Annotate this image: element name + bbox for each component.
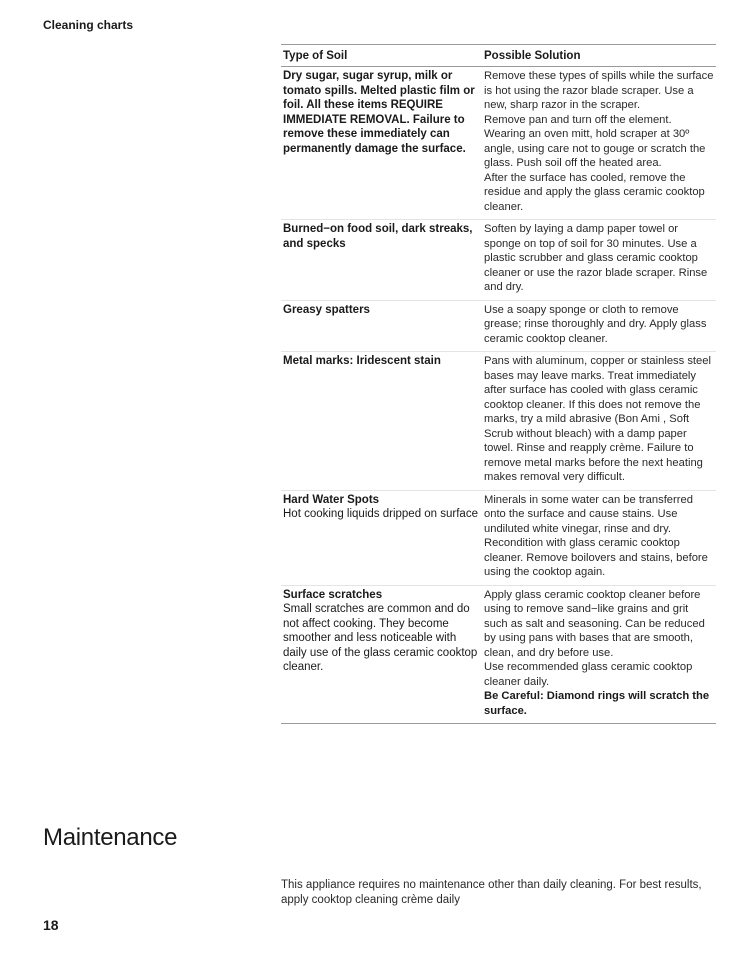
maintenance-heading: Maintenance [43, 824, 178, 851]
solution-paragraph: Remove pan and turn off the element. Wearing an oven mitt, hold scraper at 30º angle, using care not to gouge or scratch the glass. Push soil off the heated area. [484, 113, 706, 169]
soil-type-title: Metal marks: Iridescent stain [283, 355, 441, 367]
page-number: 18 [43, 917, 59, 933]
table-row [281, 301, 716, 353]
soil-type-title: Hard Water Spots [283, 493, 380, 506]
solution-paragraph: Use a soapy sponge or cloth to remove grease; rinse thoroughly and dry. Apply glass ceramic cooktop cleaner. [484, 303, 707, 345]
soil-cell [281, 493, 481, 580]
table-body [281, 67, 716, 723]
solution-paragraph: Remove these types of spills while the surface is hot using the razor blade scraper. Use a new, sharp razor in the scraper. [484, 70, 714, 111]
solution-cell [481, 588, 714, 719]
soil-type-title: Burned−on food soil, dark streaks, and specks [283, 223, 473, 250]
soil-type-title: Dry sugar, sugar syrup, milk or tomato spills. Melted plastic film or foil. All these items REQUIRE IMMEDIATE REMOVAL. Failure to remove these immediately can permanently damage the surface. [283, 70, 475, 155]
soil-type-title: Greasy spatters [283, 303, 370, 316]
soil-type-title: Surface scratches [283, 588, 383, 601]
soil-type-description: Small scratches are common and do not affect cooking. They become smoother and less noticeable with daily use of the glass ceramic cooktop cleaner. [283, 603, 478, 673]
solution-cell [481, 222, 714, 295]
section-label: Cleaning charts [43, 18, 134, 32]
soil-cell [281, 588, 481, 719]
cleaning-chart-table [281, 44, 716, 724]
solution-paragraph: Minerals in some water can be transferred onto the surface and cause stains. Use undiluted white vinegar, rinse and dry. Recondition with glass ceramic cooktop cleaner. Remove boilovers and stains, before using the cooktop again. [484, 493, 708, 578]
solution-paragraph: Apply glass ceramic cooktop cleaner before using to remove sand−like grains and grit such as salt and seasoning. Can be reduced by using pans with bases that are smooth, clean, and dry before use. [484, 588, 705, 659]
solution-paragraph: Use recommended glass ceramic cooktop cleaner daily. [484, 661, 693, 688]
solution-paragraph: Soften by laying a damp paper towel or sponge on top of soil for 30 minutes. Use a plastic scrubber and glass ceramic cooktop cleaner or use the razor blade scraper. Rinse and dry. [484, 223, 708, 293]
table-row [281, 352, 716, 491]
table-row [281, 220, 716, 301]
table-row [281, 586, 716, 724]
soil-cell [281, 222, 481, 295]
solution-cell [481, 69, 714, 214]
solution-paragraph: Pans with aluminum, copper or stainless steel bases may leave marks. Treat immediately after surface has cooled with glass ceramic cooktop cleaner. If this does not remove the marks, try a mild abrasive (Bon Ami , Soft Scrub without bleach) with a damp paper towel. Rinse and reapply crème. Failure to remove metal marks before the next heating makes removal very difficult. [484, 355, 711, 483]
maintenance-body: This appliance requires no maintenance other than daily cleaning. For best results, apply cooktop cleaning crème daily [281, 879, 702, 906]
table-row [281, 67, 716, 220]
table-row [281, 491, 716, 586]
column-header-solution: Possible Solution [484, 49, 581, 62]
soil-type-description: Hot cooking liquids dripped on surface [283, 508, 478, 520]
column-header-soil: Type of Soil [283, 49, 348, 62]
solution-cell [481, 493, 714, 580]
soil-cell [281, 354, 481, 485]
solution-warning: Be Careful: Diamond rings will scratch the surface. [484, 690, 710, 717]
table-header-row [281, 45, 716, 67]
soil-cell [281, 303, 481, 347]
solution-cell [481, 354, 714, 485]
solution-paragraph: After the surface has cooled, remove the residue and apply the glass ceramic cooktop cleaner. [484, 171, 705, 213]
soil-cell [281, 69, 481, 214]
solution-cell [481, 303, 714, 347]
